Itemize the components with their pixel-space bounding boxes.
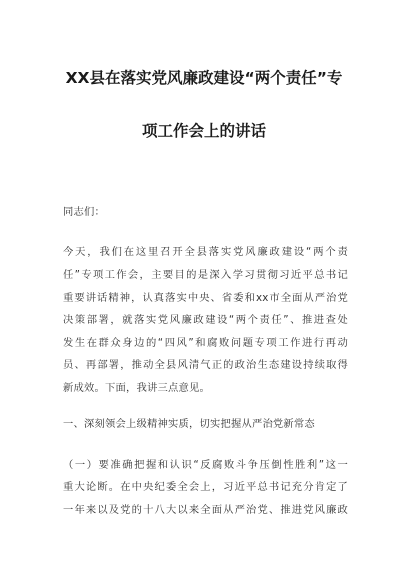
document-title-line-2: 项工作会上的讲话 — [141, 122, 266, 140]
document-title-line-1: XX县在落实党风廉政建设“两个责任”专 — [65, 69, 343, 87]
paragraph-1-line: 决策部署，就落实党风廉政建设“两个责任”、推进查处 — [63, 314, 348, 326]
paragraph-1-line: 重要讲话精神，认真落实中央、省委和xx市全面从严治党 — [63, 292, 348, 304]
paragraph-1-line: 发生在群众身边的“四风”和腐败问题专项工作进行再动 — [63, 337, 348, 349]
paragraph-2-line: （一）要准确把握和认识“反腐败斗争压倒性胜利”这一 — [63, 459, 348, 471]
paragraph-1-line: 任”专项工作会，主要目的是深入学习贯彻习近平总书记 — [63, 269, 348, 281]
paragraph-2-line: 重大论断。在中央纪委全会上，习近平总书记充分肯定了 — [63, 481, 348, 493]
salutation: 同志们： — [63, 206, 105, 218]
section-1-heading: 一、深刻领会上级精神实质，切实把握从严治党新常态 — [63, 418, 315, 430]
paragraph-1-line: 新成效。下面，我讲三点意见。 — [63, 382, 210, 394]
paragraph-2-line: 一年来以及党的十八大以来全面从严治党、推进党风廉政 — [63, 504, 348, 516]
paragraph-1-line: 员、再部署，推动全县风清气正的政治生态建设持续取得 — [63, 359, 348, 371]
paragraph-1-line: 今天，我们在这里召开全县落实党风廉政建设“两个责 — [63, 246, 348, 258]
